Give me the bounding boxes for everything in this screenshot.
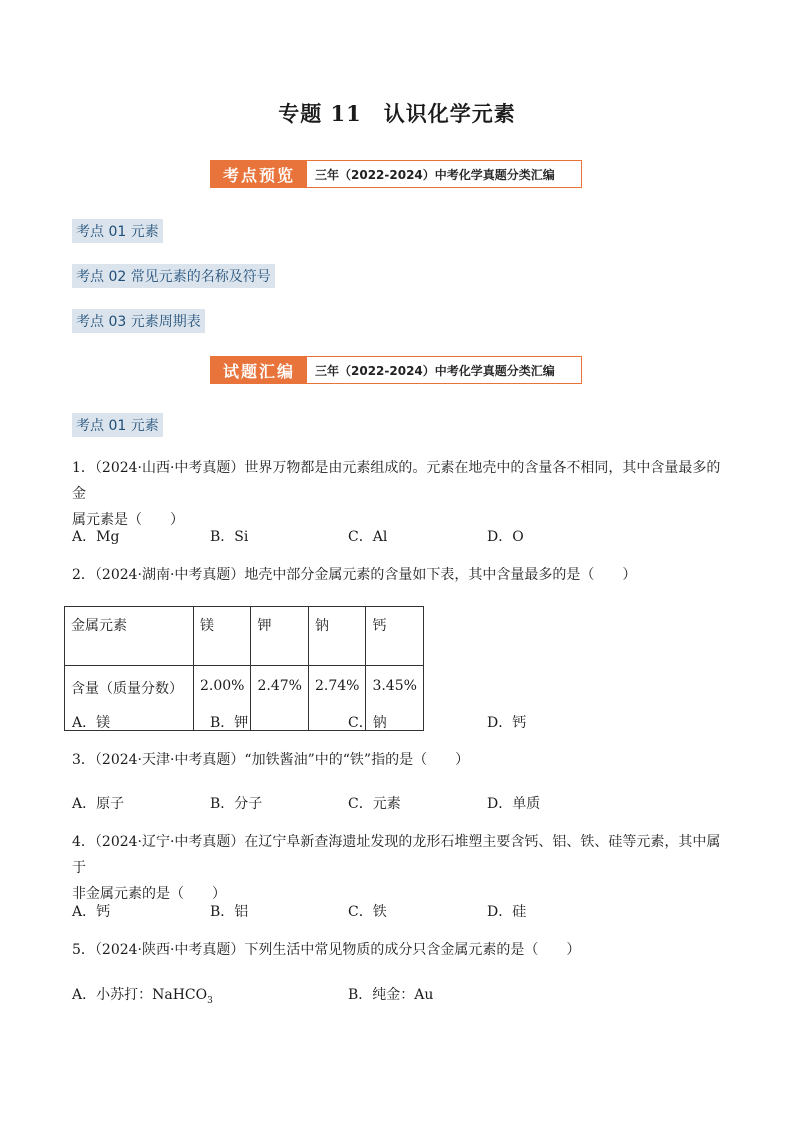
- question-3-line1: 3．（2024·天津·中考真题）“加铁酱油”中的“铁”指的是（ ）: [72, 752, 470, 768]
- preview-banner-text: 三年（2022-2024）中考化学真题分类汇编: [315, 167, 555, 182]
- q4-option-b: B．铝: [210, 904, 249, 920]
- q2-option-d: D．钙: [487, 715, 527, 731]
- toc-item-2[interactable]: 考点 02 常见元素的名称及符号: [72, 264, 275, 288]
- question-1: [72, 455, 732, 533]
- table-cell: 钙: [366, 607, 423, 666]
- page-title: 专题 11 认识化学元素: [278, 101, 516, 126]
- question-4-line2: 非金属元素的是（ ）: [72, 886, 226, 902]
- q5-option-a: [72, 984, 213, 1006]
- toc-item-3[interactable]: 考点 03 元素周期表: [72, 309, 205, 333]
- q3-option-c: C．元素: [348, 796, 401, 812]
- q3-option-b: B．分子: [210, 796, 263, 812]
- question-4: [72, 829, 732, 907]
- q5-option-a-text: A．小苏打：NaHCO: [72, 987, 208, 1003]
- q1-option-c: C．Al: [348, 529, 388, 545]
- q1-option-b: B．Si: [210, 529, 249, 545]
- table-cell: 金属元素: [65, 607, 194, 666]
- table-cell: 3.45%: [366, 666, 423, 731]
- q4-option-a: A．钙: [72, 904, 111, 920]
- preview-banner: [210, 160, 582, 188]
- q4-option-c: C．铁: [348, 904, 387, 920]
- q5-option-b: B．纯金：Au: [348, 987, 434, 1003]
- preview-banner-tag: 考点预览: [211, 161, 307, 187]
- toc-item-1[interactable]: 考点 01 元素: [72, 219, 163, 243]
- section-heading: 考点 01 元素: [72, 413, 163, 437]
- question-2: [72, 562, 732, 588]
- q1-option-d: D．O: [487, 529, 524, 545]
- q2-option-c: C．钠: [348, 715, 387, 731]
- question-5: [72, 937, 732, 963]
- question-1-line2: 属元素是（ ）: [72, 512, 184, 528]
- q2-option-b: B．钾: [210, 715, 249, 731]
- table-cell: 钠: [308, 607, 365, 666]
- question-3: [72, 747, 732, 773]
- question-5-line1: 5．（2024·陕西·中考真题）下列生活中常见物质的成分只含金属元素的是（ ）: [72, 942, 581, 958]
- collection-banner-text: 三年（2022-2024）中考化学真题分类汇编: [315, 363, 555, 378]
- q3-option-d: D．单质: [487, 796, 541, 812]
- q1-option-a: A．Mg: [72, 529, 120, 545]
- table-cell: 2.47%: [251, 666, 308, 731]
- question-4-line1: 4．（2024·辽宁·中考真题）在辽宁阜新查海遗址发现的龙形石堆塑主要含钙、铝、铁、硅等元素，其中属于: [72, 834, 721, 876]
- table-row: [65, 607, 424, 666]
- table-cell: 含量（质量分数）: [65, 666, 194, 731]
- table-cell: 2.00%: [194, 666, 251, 731]
- q4-option-d: D．硅: [487, 904, 527, 920]
- question-1-line1: 1．（2024·山西·中考真题）世界万物都是由元素组成的。元素在地壳中的含量各不相同，其中含量最多的金: [72, 460, 721, 502]
- q3-option-a: A．原子: [72, 796, 125, 812]
- table-cell: 钾: [251, 607, 308, 666]
- table-cell: 镁: [194, 607, 251, 666]
- q2-option-a: A．镁: [72, 715, 111, 731]
- q5-option-a-subscript: 3: [207, 995, 213, 1006]
- table-cell: 2.74%: [308, 666, 365, 731]
- collection-banner-tag: 试题汇编: [211, 357, 307, 383]
- question-2-line1: 2．（2024·湖南·中考真题）地壳中部分金属元素的含量如下表，其中含量最多的是（ ）: [72, 567, 637, 583]
- collection-banner: [210, 356, 582, 384]
